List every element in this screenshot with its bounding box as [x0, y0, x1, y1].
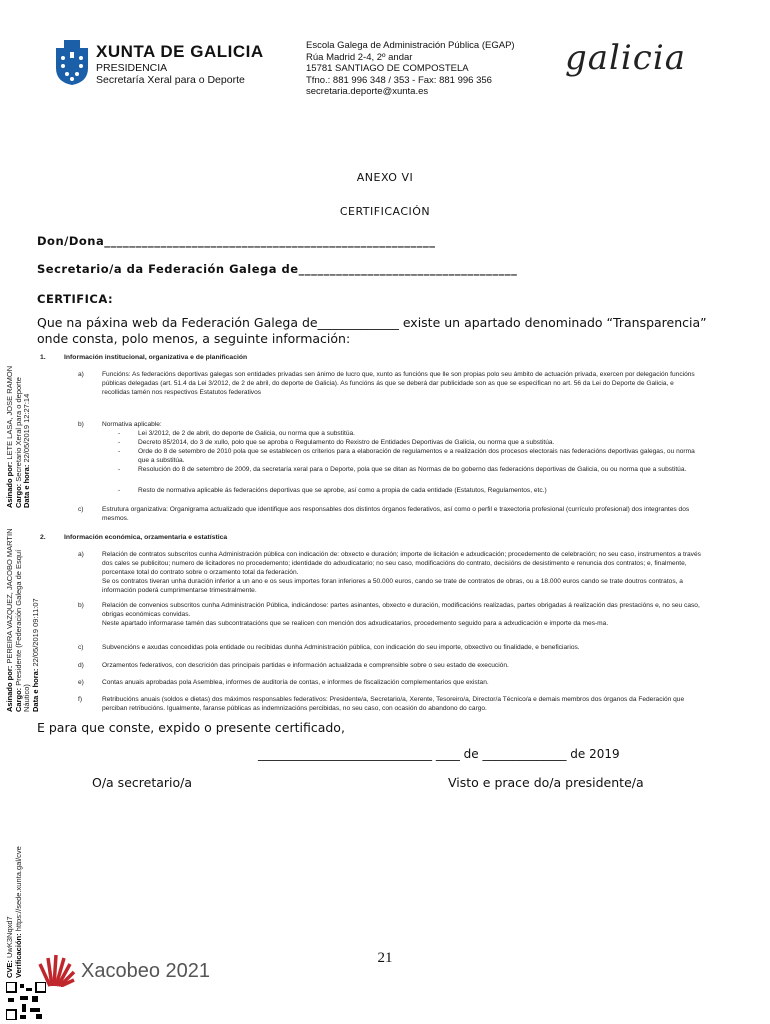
item-text: Relación de convenios subscritos cunha Administración Pública, indicándose: partes asinantes, obxecto e duración, modificacións realizadas, partes obrigadas á realización das prestacións e, no seu caso, obrigas económicas convidas.	[102, 602, 700, 618]
verification-link[interactable]: https://sede.xunta.gal/cve	[13, 846, 23, 932]
don-dona-field: Don/Dona_____________________________________________________	[37, 234, 436, 248]
stamp-value: 22/05/2019 12:27:14	[22, 393, 31, 463]
item-label: a)	[78, 371, 84, 378]
stamp-value: Secretario Xeral para o deporte	[13, 377, 23, 482]
xacobeo-logo-text: Xacobeo 2021	[81, 960, 211, 982]
item-text: Subvencións e axudas concedidas pola entidade ou recibidas dunha Administración pública, con indicación do seu importe, obxectivo ou finalidade, e beneficiarios.	[102, 644, 580, 651]
galicia-brand-logo: galicia	[565, 38, 686, 78]
certification-title: CERTIFICACIÓN	[339, 205, 431, 218]
item-text: Relación de contratos subscritos cunha Administración pública con indicación de: obxecto e duración; importe de licitación e adxudicación; procedemento de celebración; no seu caso, instrumentos a través dos cales se publicitou; numero de licitadores no procedemento; identidade do adxudicatario; no seu caso, modificacións do contrato, decisións de desistimento e renuncia dos contratos; e, finalmente, porcentaxe total do contrato sobre o orzamento total da federación.	[102, 551, 701, 576]
signature-stamp	[6, 366, 32, 508]
certifica-label: CERTIFICA:	[37, 292, 114, 306]
stamp-key: Cargo:	[13, 687, 23, 712]
page-number: 21	[377, 950, 393, 966]
intro-line-1: Que na páxina web da Federación Galega de_____________ existe un apartado denominado “Transparencia”	[37, 315, 707, 330]
item-text: Funcións: As federacións deportivas galegas son entidades privadas sen ánimo de lucro que, xunto as funcións que lle son propias polo seu ámbito de actuación privada, exercen por delegación funcións públicas delegadas (art. 51.4 da Lei 3/2012, de 2 de abril, do deporte de Galicia). As funcións ás que se deberá dar publicidade son as que se especifican no art. 56 da Lei do Deporte de Galicia, e recollidas tamén nos respectivos Estatutos federativos	[102, 371, 695, 396]
sub-department: Secretaría Xeral para o Deporte	[96, 74, 245, 86]
stamp-key: Cargo:	[13, 483, 23, 508]
section-number: 1.	[40, 354, 46, 361]
qr-code-icon	[6, 982, 46, 1020]
cve-key: CVE:	[5, 960, 14, 978]
item-text: Normativa aplicable:	[102, 421, 162, 428]
department: PRESIDENCIA	[96, 62, 168, 74]
verification-key: Verificación:	[13, 933, 23, 978]
stamp-value: Presidente (Federación Galega de Esquí	[13, 549, 23, 686]
xunta-coat-of-arms-icon	[52, 40, 92, 86]
stamp-key: Data e hora:	[22, 464, 31, 508]
annex-title: ANEXO VI	[356, 171, 414, 184]
item-label: a)	[78, 551, 84, 558]
item-label: b)	[78, 602, 84, 609]
item-label: d)	[78, 662, 84, 669]
bullet: -	[118, 430, 121, 437]
signature-secretary-label: O/a secretario/a	[92, 775, 193, 790]
closing-statement: E para que conste, expido o presente certificado,	[37, 720, 345, 735]
address-line: Rúa Madrid 2-4, 2º andar	[306, 51, 413, 63]
item-text: Estrutura organizativa: Organigrama actualizado que identifique aos responsables dos distintos órganos federativos, así como o perfil e traxectoria profesional (currículo profesional) dos integrantes dos mesmos.	[102, 506, 690, 522]
cve-value: UwK3Nqxd7	[5, 916, 14, 958]
xacobeo-shell-icon	[36, 952, 76, 987]
bullet: -	[118, 466, 121, 473]
bullet-text: Resto de normativa aplicable ás federacións deportivas que se aprobe, así como a propia de cada entidade (Estatutos, Regulamentos, etc.)	[138, 487, 547, 494]
bullet: -	[118, 487, 121, 494]
item-text: Contas anuais aprobadas pola Asemblea, informes de auditoría de contas, e informes de fiscalización complementarios que existan.	[102, 679, 489, 686]
stamp-value: 22/05/2019 09:11:07	[30, 598, 40, 667]
address-line: 15781 SANTIAGO DE COMPOSTELA	[306, 63, 469, 74]
stamp-key: Data e hora:	[30, 668, 40, 712]
stamp-key: Asinado por:	[5, 665, 14, 712]
address-line: Escola Galega de Administración Pública (EGAP)	[306, 40, 515, 51]
item-label: c)	[78, 506, 84, 513]
secretario-field: Secretario/a da Federación Galega de___________________________________	[37, 262, 518, 276]
bullet-text: Decreto 85/2014, do 3 de xullo, polo que se aproba o Regulamento do Rexistro de Entidades Deportivas de Galicia, ou norma que a substitúa.	[138, 439, 555, 446]
bullet: -	[118, 448, 121, 455]
bullet-text: Lei 3/2012, de 2 de abril, do deporte de Galicia, ou norma que a substitúa.	[138, 430, 356, 437]
bullet: -	[118, 439, 121, 446]
item-text: Neste apartado informarase tamén das subcontratacións que se realicen con mención dos adxudicatarios, procedemento seguido para a adxudicación e importe da mes-ma.	[102, 620, 609, 627]
item-label: e)	[78, 679, 84, 686]
section-number: 2.	[40, 534, 46, 541]
stamp-value: LETE LASA, JOSE RAMON	[5, 365, 14, 460]
section-title: Información institucional, organizativa e de planificación	[64, 354, 248, 361]
item-label: c)	[78, 644, 84, 651]
item-text: Orzamentos federativos, con descrición das principais partidas e información actualizada e comprensible sobre o seu estado de execución.	[102, 662, 509, 669]
intro-line-2: onde consta, polo menos, a seguinte información:	[37, 331, 351, 346]
stamp-value: PEREIRA VAZQUEZ, JACOBO MARTIN	[5, 528, 14, 664]
stamp-key: Asinado por:	[5, 461, 14, 508]
email: secretaria.deporte@xunta.es	[306, 86, 429, 97]
item-label: f)	[78, 696, 83, 703]
item-text: Se os contratos tiveran unha duración inferior a un ano e os seus importes foran inferiores a 50.000 euros, cando se trate de contratos de obras, ou a 18.000 euros cando se trate doutros contratos, a información poderá cumprimentarse trimestralmente.	[102, 578, 683, 594]
bullet-text: Resolución do 8 de setembro de 2009, da secretaría xeral para o Deporte, pola que se ditan as Normas de bo goberno das federacións deportivas de Galicia, ou ou norma que a substitúa.	[138, 466, 687, 473]
address-line: Tfno.: 881 996 348 / 353 - Fax: 881 996 356	[306, 74, 492, 86]
signature-president-label: Visto e prace do/a presidente/a	[448, 775, 644, 790]
item-label: b)	[78, 421, 84, 428]
section-title: Información económica, orzamentaria e estatística	[64, 534, 228, 541]
item-text: Retribucións anuais (soldos e dietas) dos máximos responsables federativos: Presidente/a, Secretario/a, Xerente, Tesoreiro/a, Director/a Técnico/a e demais membros dos órganos da Federación que perciban retribucións. Igualmente, faranse públicas as indemnizacións percibidas, no seu caso, con ocasión do abandono do cargo.	[102, 696, 685, 712]
stamp-value: Náutico)	[22, 684, 31, 712]
date-line: _____________________________ ____ de ______________ de 2019	[258, 747, 620, 761]
address-block	[306, 40, 515, 98]
org-name: XUNTA DE GALICIA	[96, 42, 264, 61]
verification-stamp	[6, 846, 23, 978]
signature-stamp	[6, 528, 40, 712]
bullet-text: Orde do 8 de setembro de 2010 pola que se establecen os criterios para a elaboración de regulamentos e a realización dos procesos electorais nas federacións deportivas galegas, ou norma que a substitúa.	[138, 448, 695, 464]
